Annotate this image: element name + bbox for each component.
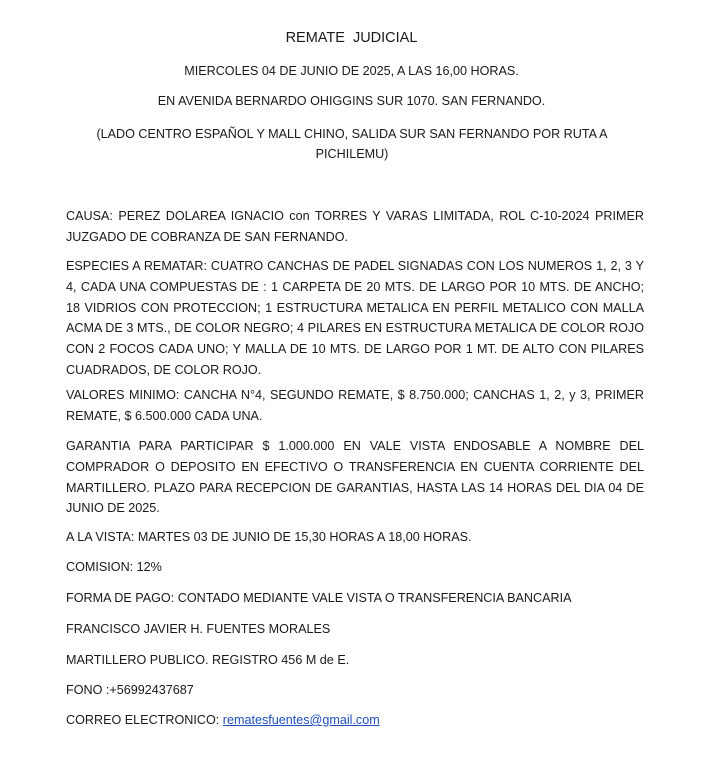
email-line (66, 713, 380, 727)
auction-address-line: EN AVENIDA BERNARDO OHIGGINS SUR 1070. SAN FERNANDO. (157, 94, 546, 108)
valores-paragraph: VALORES MINIMO: CANCHA N°4, SEGUNDO REMATE, $ 8.750.000; CANCHAS 1, 2, y 3, PRIMER REMATE, $ 6.500.000 CADA UNA. (66, 388, 644, 423)
location-note: (LADO CENTRO ESPAÑOL Y MALL CHINO, SALIDA SUR SAN FERNANDO POR RUTA A PICHILEMU) (96, 127, 608, 161)
phone-line: FONO :+56992437687 (66, 683, 194, 697)
notice-title: REMATE JUDICIAL (285, 30, 418, 46)
especies-paragraph: ESPECIES A REMATAR: CUATRO CANCHAS DE PADEL SIGNADAS CON LOS NUMEROS 1, 2, 3 Y 4, CADA UNA COMPUESTAS DE : 1 CARPETA DE 20 MTS. DE LARGO POR 10 MTS. DE ANCHO; 18 VIDRIOS CON PROTECCION; 1 ESTRUCTURA METALICA EN PERFIL METALICO CON MALLA ACMA DE 3 MTS., DE COLOR NEGRO; 4 PILARES EN ESTRUCTURA METALICA DE COLOR ROJO CON 2 FOCOS CADA UNO; Y MALLA DE 10 MTS. DE LARGO POR 1 MT. DE ALTO CON PILARES CUADRADOS, DE COLOR ROJO. (66, 259, 644, 377)
email-link[interactable]: rematesfuentes@gmail.com (222, 713, 380, 727)
martillero-registro: MARTILLERO PUBLICO. REGISTRO 456 M de E. (66, 653, 350, 667)
forma-pago-line: FORMA DE PAGO: CONTADO MEDIANTE VALE VISTA O TRANSFERENCIA BANCARIA (66, 591, 572, 605)
vista-line: A LA VISTA: MARTES 03 DE JUNIO DE 15,30 HORAS A 18,00 HORAS. (66, 530, 472, 544)
email-label: CORREO ELECTRONICO: (66, 713, 223, 727)
garantia-paragraph: GARANTIA PARA PARTICIPAR $ 1.000.000 EN VALE VISTA ENDOSABLE A NOMBRE DEL COMPRADOR O DEPOSITO EN EFECTIVO O TRANSFERENCIA EN CUENTA CORRIENTE DEL MARTILLERO. PLAZO PARA RECEPCION DE GARANTIAS, HASTA LAS 14 HORAS DEL DIA 04 DE JUNIO DE 2025. (66, 439, 644, 516)
auction-date-line: MIERCOLES 04 DE JUNIO DE 2025, A LAS 16,00 HORAS. (184, 64, 519, 78)
martillero-name: FRANCISCO JAVIER H. FUENTES MORALES (66, 622, 331, 636)
causa-paragraph: CAUSA: PEREZ DOLAREA IGNACIO con TORRES Y VARAS LIMITADA, ROL C-10-2024 PRIMER JUZGADO DE COBRANZA DE SAN FERNANDO. (66, 209, 644, 244)
comision-line: COMISION: 12% (66, 560, 162, 574)
